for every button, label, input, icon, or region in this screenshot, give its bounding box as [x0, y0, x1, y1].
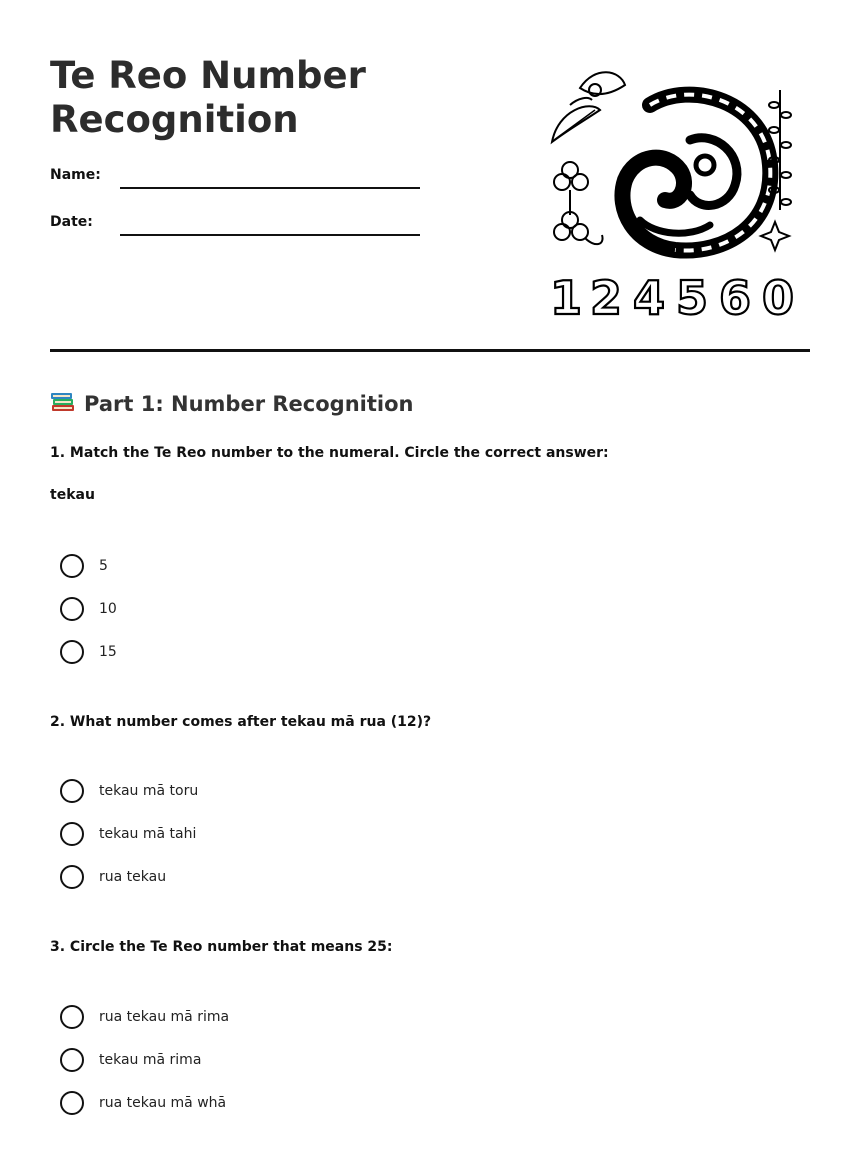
option-label: 10 — [99, 601, 117, 617]
option-label: rua tekau mā whā — [99, 1095, 227, 1111]
title-line-1: Te Reo Number — [50, 54, 366, 97]
question-1-text: 1. Match the Te Reo number to the numeral. Circle the correct answer: — [50, 445, 609, 461]
section-heading-text: Part 1: Number Recognition — [84, 392, 414, 416]
option-label: rua tekau mā rima — [99, 1009, 230, 1025]
option-label: tekau mā toru — [99, 783, 199, 799]
outlined-numerals — [550, 271, 794, 320]
radio-circle[interactable] — [60, 640, 84, 664]
q3-option-1[interactable] — [60, 1004, 229, 1030]
title-line-2: Recognition — [50, 98, 299, 141]
section-heading — [50, 388, 413, 422]
question-2-text: 2. What number comes after tekau mā rua (12)? — [50, 714, 432, 730]
illustration-graphic — [540, 60, 810, 320]
option-label: 5 — [99, 558, 108, 574]
q2-option-3[interactable] — [60, 864, 166, 890]
numeral-0: 0 — [762, 271, 795, 320]
radio-circle[interactable] — [60, 1048, 84, 1072]
header-divider — [50, 349, 810, 352]
q1-option-3[interactable] — [60, 639, 117, 665]
date-label: Date: — [50, 214, 93, 230]
radio-circle[interactable] — [60, 1005, 84, 1029]
books-icon — [50, 389, 76, 422]
radio-circle[interactable] — [60, 779, 84, 803]
radio-circle[interactable] — [60, 1091, 84, 1115]
name-write-line[interactable] — [120, 187, 420, 189]
option-label: 15 — [99, 644, 117, 660]
numeral-1: 1 — [550, 271, 583, 320]
q1-option-2[interactable] — [60, 596, 117, 622]
numeral-5: 5 — [676, 271, 709, 320]
q2-option-1[interactable] — [60, 778, 198, 804]
radio-circle[interactable] — [60, 822, 84, 846]
name-label: Name: — [50, 167, 101, 183]
numeral-4: 4 — [633, 271, 666, 320]
option-label: rua tekau — [99, 869, 167, 885]
radio-circle[interactable] — [60, 865, 84, 889]
radio-circle[interactable] — [60, 554, 84, 578]
maori-koru-spiral-illustration — [540, 60, 810, 320]
question-3-text: 3. Circle the Te Reo number that means 25: — [50, 939, 393, 955]
numeral-2: 2 — [590, 271, 623, 320]
q3-option-2[interactable] — [60, 1047, 201, 1073]
page-title — [50, 54, 470, 142]
name-field-row — [50, 167, 430, 197]
q2-option-2[interactable] — [60, 821, 196, 847]
option-label: tekau mā tahi — [99, 826, 197, 842]
date-write-line[interactable] — [120, 234, 420, 236]
date-field-row — [50, 214, 430, 244]
option-label: tekau mā rima — [99, 1052, 202, 1068]
q1-option-1[interactable] — [60, 553, 108, 579]
q3-option-3[interactable] — [60, 1090, 226, 1116]
radio-circle[interactable] — [60, 597, 84, 621]
question-1-prompt: tekau — [50, 487, 95, 503]
numeral-6: 6 — [719, 271, 752, 320]
